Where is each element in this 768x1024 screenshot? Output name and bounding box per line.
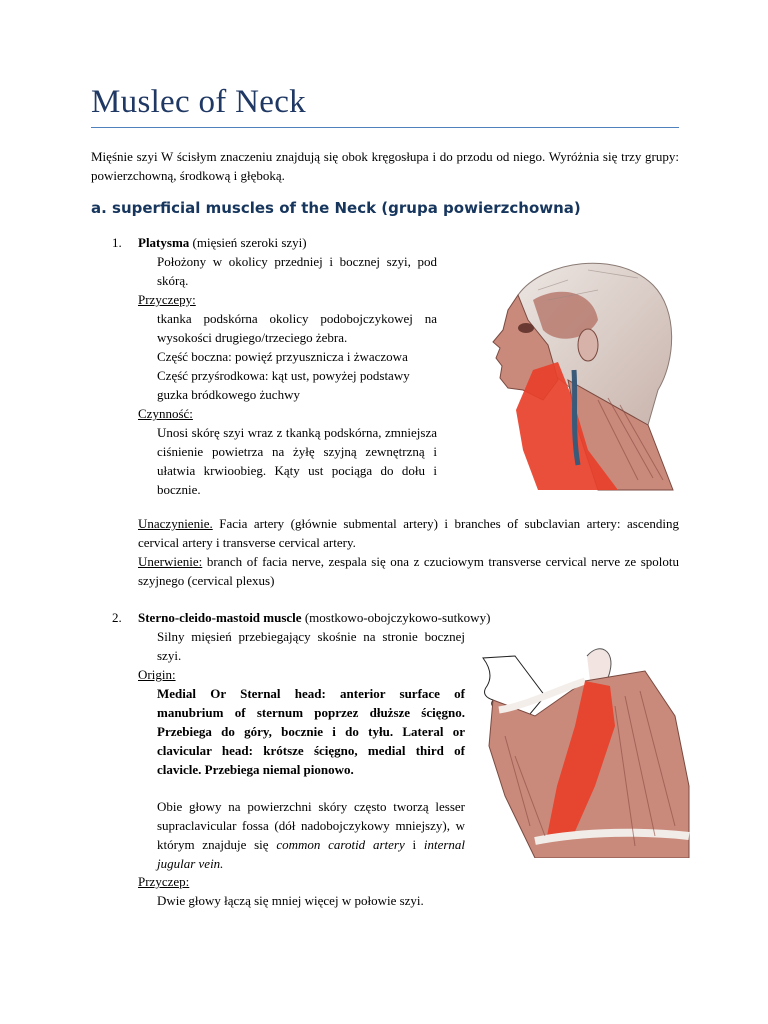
innervation-label: Unerwienie: [138, 554, 203, 569]
platysma-attachment-1: tkanka podskórna okolicy podobojczykowej na wysokości drugiego/trzeciego żebra. [157, 311, 437, 345]
platysma-action-label: Czynność: [138, 406, 193, 421]
scm-description: Silny mięsień przebiegający skośnie na stronie bocznej szyi. [157, 629, 465, 663]
scm-insertion-label: Przyczep: [138, 874, 190, 889]
title-underline [91, 127, 679, 128]
item-number-2: 2. [112, 610, 122, 625]
scm-fossa [157, 797, 465, 873]
scm-heading [138, 608, 598, 627]
platysma-heading [138, 233, 458, 252]
item-number-1: 1. [112, 235, 122, 250]
scm-origin: Medial Or Sternal head: anterior surface of manubrium of sternum poprzez dłuższe ścięgno. Przebiega do góry, bocznie i do tyłu. Lateral or clavicular head: krótsze ścięgno, medial third of clavicle. Przebiega niemal pionowo. [157, 686, 465, 777]
platysma-attachments-label: Przyczepy: [138, 292, 196, 307]
scm-name-pl: (mostkowo-obojczykowo-sutkowy) [304, 610, 491, 625]
scm-fossa-artery: common carotid artery [276, 837, 405, 852]
scm-fossa-text: Obie głowy na powierzchni skóry często tworzą lesser supraclavicular fossa (dół nadobojczykowy mniejszy), w którym znajduje się [157, 799, 465, 852]
platysma-attachment-2: Część boczna: powięź przyusznicza i żwaczowa [157, 349, 408, 364]
platysma-location: Położony w okolicy przedniej i bocznej szyi, pod skórą. [157, 254, 437, 288]
scm-name: Sterno-cleido-mastoid muscle [138, 610, 302, 625]
sternocleidomastoid-illustration [475, 636, 691, 858]
platysma-action: Unosi skórę szyi wraz z tkanką podskórna, zmniejsza ciśnienie powietrza na żyłę szyjną zewnętrzną i ułatwia krwioobieg. Kąty ust pociąga do dołu i bocznie. [157, 425, 437, 497]
blood-supply-text: Facia artery (głównie submental artery) i branches of subclavian artery: ascending cervical artery i transverse cervical artery. [138, 516, 680, 550]
platysma-name-pl: (mięsień szeroki szyi) [192, 235, 307, 250]
scm-insertion: Dwie głowy łączą się mniej więcej w połowie szyi. [157, 893, 424, 908]
platysma-name: Platysma [138, 235, 190, 250]
page-title: Muslec of Neck [91, 84, 306, 120]
platysma-illustration [448, 250, 680, 496]
platysma-attachment-3: Część przyśrodkowa: kąt ust, powyżej podstawy guzka bródkowego żuchwy [157, 368, 410, 402]
platysma-innervation [138, 552, 679, 590]
scm-fossa-vein: internal jugular vein. [157, 837, 466, 871]
innervation-text: branch of facia nerve, zespala się ona z czuciowym transverse cervical nerve ze spolotu szyjnego (cervical plexus) [138, 554, 680, 588]
scm-origin-label: Origin: [138, 667, 176, 682]
platysma-blood-supply [138, 514, 679, 552]
section-heading-superficial: a. superficial muscles of the Neck (grupa powierzchowna) [91, 199, 581, 217]
blood-supply-label: Unaczynienie. [138, 516, 213, 531]
scm-fossa-and: i [412, 837, 417, 852]
intro-paragraph: Mięśnie szyi W ścisłym znaczeniu znajdują się obok kręgosłupa i do przodu od niego. Wyróżnia się trzy grupy: powierzchowną, środkową i głęboką. [91, 149, 679, 183]
